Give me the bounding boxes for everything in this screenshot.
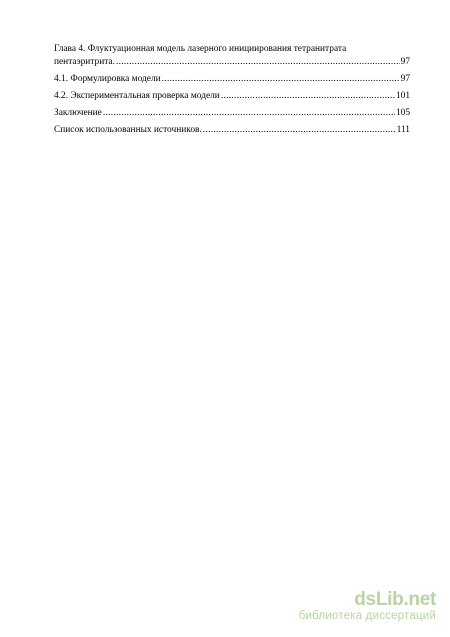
- toc-entry-line: [54, 107, 410, 120]
- toc-entry-references[interactable]: [54, 124, 410, 137]
- toc-dot-leader: [221, 90, 395, 103]
- toc-page-number: 97: [400, 73, 410, 84]
- toc-entry-line: [54, 73, 410, 86]
- toc-entry-section-4-2[interactable]: [54, 90, 410, 103]
- toc-entry-chapter-4[interactable]: [54, 43, 410, 68]
- toc-dot-leader: [103, 107, 395, 120]
- toc-entry-conclusion[interactable]: [54, 107, 410, 120]
- toc-entry-line: [54, 56, 410, 69]
- watermark-subtitle: библиотека диссертаций: [298, 609, 436, 622]
- table-of-contents: [54, 43, 410, 141]
- toc-entry-label: Список использованных источников.: [54, 124, 202, 135]
- toc-entry-line: [54, 124, 410, 137]
- toc-entry-label: 4.1. Формулировка модели: [54, 73, 161, 84]
- toc-entry-line: [54, 90, 410, 103]
- toc-entry-title-line: Глава 4. Флуктуационная модель лазерного инициирования тетранитрата: [54, 44, 347, 54]
- toc-entry-label: Заключение: [54, 107, 102, 118]
- toc-entry-label: пентаэритрита.: [54, 56, 115, 67]
- toc-page-number: 97: [400, 56, 410, 67]
- dslib-watermark: [299, 590, 436, 623]
- toc-dot-leader: [162, 73, 400, 86]
- toc-page-number: 105: [395, 107, 410, 118]
- toc-entry-label: 4.2. Экспериментальная проверка модели: [54, 90, 220, 101]
- toc-dot-leader: [116, 56, 400, 69]
- toc-page-number: 111: [396, 124, 410, 135]
- toc-entry-section-4-1[interactable]: [54, 73, 410, 86]
- watermark-logo: dsLib.net: [354, 588, 436, 610]
- toc-dot-leader: [203, 124, 396, 137]
- toc-page-number: 101: [395, 90, 410, 101]
